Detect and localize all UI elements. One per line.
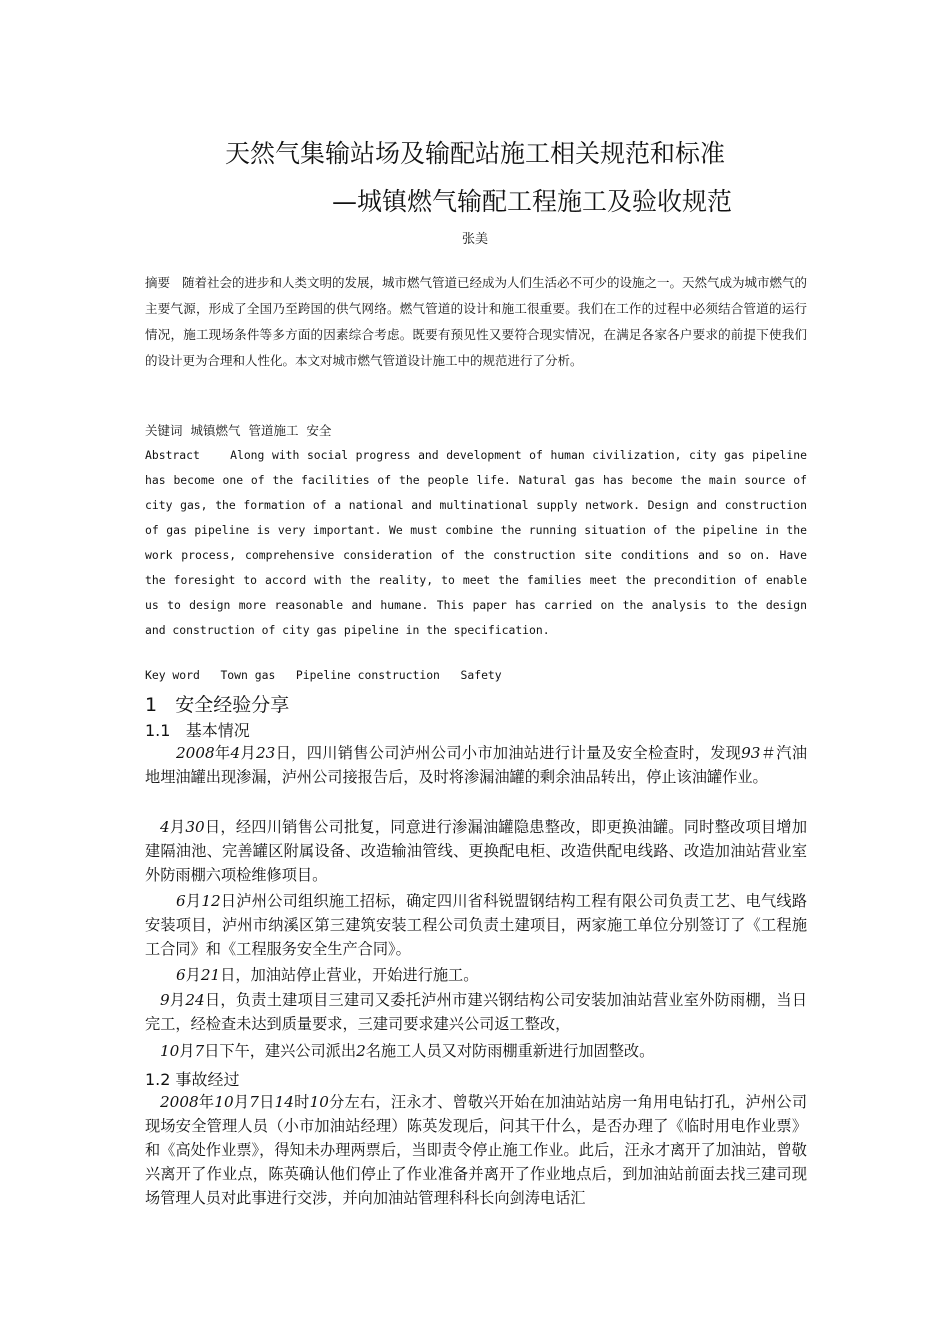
date-month: 4 [160,818,170,836]
subsection-title: 基本情况 [185,721,250,740]
abstract-en-text: Along with social progress and development of human civilization, city gas pipeline has become one of the facilities of the people life. Natural gas has become the main source of city gas, the formation of a national and multinational supply network. Design and construction of gas pipeline is very important. We must combine the running situation of the pipeline in the work process, comprehensive consideration of the construction site conditions and so on. Have the foresight to accord with the reality, to meet the families meet the precondition of enable us to design more reasonable and humane. This paper has carried on the analysis to the design and construction of city gas pipeline in the specification. [145,448,807,637]
text-run: 月 [233,1093,250,1111]
text-run: 日，加油站停止营业，开始进行施工。 [220,966,479,984]
text-run: 名施工人员又对防雨棚重新进行加固整改。 [365,1042,655,1060]
text-run: 月 [240,744,257,762]
date-month: 10 [160,1042,180,1060]
date-day: 7 [249,1093,259,1111]
date-day: 23 [256,744,276,762]
text-run: 月 [185,966,201,984]
keywords-chinese [145,421,331,439]
date-day: 12 [201,892,221,910]
abstract-chinese [145,270,807,374]
date-month: 6 [176,892,186,910]
section-title: 安全经验分享 [175,694,290,716]
abstract-text: 随着社会的进步和人类文明的发展，城市燃气管道已经成为人们生活必不可少的设施之一。天然气成为城市燃气的主要气源，形成了全国乃至跨国的供气网络。燃气管道的设计和施工很重要。我们在工作的过程中必须结合管道的运行情况，施工现场条件等多方面的因素综合考虑。既要有预见性又要符合现实情况，在满足各家各户要求的前提下使我们的设计更为合理和人性化。本文对城市燃气管道设计施工中的规范进行了分析。 [145,275,807,368]
keywords-label: 关键词 [145,423,183,438]
text-run: 月 [169,991,186,1009]
time-hour: 14 [274,1093,294,1111]
author-name: 张美 [461,232,488,247]
number: 2 [356,1042,366,1060]
text-run: 月 [179,1042,195,1060]
date-month: 4 [230,744,241,762]
abstract-en-label: Abstract [145,448,200,462]
section-heading [145,690,289,717]
subsection-title: 事故经过 [175,1070,240,1089]
paragraph [145,1039,807,1063]
text-run: 日，经四川销售公司批复，同意进行渗漏油罐隐患整改，即更换油罐。同时整改项目增加建隔油池、完善罐区附属设备、改造输油管线、更换配电柜、改造供配电线路、改造加油站营业室外防雨棚六项检维修项目。 [145,818,808,884]
keyword-en-item: Town gas [220,668,276,682]
subsection-number: 1.1 [145,721,171,740]
paragraph [145,963,807,987]
paragraph [145,988,807,1036]
text-run: 日 [258,1093,275,1111]
subsection-heading-accident [145,1067,240,1090]
document-subtitle: —城镇燃气输配工程施工及验收规范 [332,187,733,216]
date-day: 24 [185,991,205,1009]
abstract-english [145,443,807,643]
keywords-english [145,668,502,682]
keyword-item: 城镇燃气 [190,423,241,438]
document-title: 天然气集输站场及输配站施工相关规范和标准 [224,139,725,168]
keyword-item: 安全 [306,423,332,438]
text-run: 分左右，汪永才、曾敬兴开始在加油站站房一角用电钻打孔，泸州公司现场安全管理人员（小市加油站经理）陈英发现后，问其干什么，是否办理了《临时用电作业票》和《高处作业票》，得知未办理两票后，当即责令停止施工作业。此后，汪永才离开了加油站，曾敬兴离开了作业点，陈英确认他们停止了作业准备并离开了作业地点后，到加油站前面去找三建司现场管理人员对此事进行交涉，并向加油站管理科科长向剑涛电话汇 [145,1093,808,1207]
date-year: 2008 [160,1093,199,1111]
subsection-heading-basic [145,718,250,741]
paragraph-accident [145,1090,807,1210]
time-minute: 10 [309,1093,329,1111]
keywords-en-label: Key word [145,668,200,682]
text-run: 日，负责土建项目三建司又委托泸州市建兴钢结构公司安装加油站营业室外防雨棚，当日完工，经检查未达到质量要求，三建司要求建兴公司返工整改， [145,991,808,1033]
number: 93 [741,744,761,762]
date-year: 2008 [176,744,215,762]
text-run: 月 [185,892,202,910]
keyword-en-item: Pipeline construction [295,668,440,682]
text-run: 时 [293,1093,310,1111]
text-run: 年 [198,1093,215,1111]
subsection-number: 1.2 [145,1070,171,1089]
keyword-en-item: Safety [460,668,502,682]
text-run: 日下午，建兴公司派出 [204,1042,357,1060]
paragraph [145,889,807,961]
text-run: 月 [169,818,186,836]
date-day: 21 [200,966,221,984]
paragraph [145,815,807,887]
date-month: 6 [176,966,186,984]
date-month: 9 [160,991,170,1009]
text-run: 年 [214,744,231,762]
abstract-label: 摘要 [145,275,171,290]
text-run: 日泸州公司组织施工招标，确定四川省科锐盟钢结构工程有限公司负责工艺、电气线路安装项目，泸州市纳溪区第三建筑安装工程公司负责土建项目，两家施工单位分别签订了《工程施工合同》和《工程服务安全生产合同》。 [145,892,807,958]
paragraph [145,741,807,789]
section-number: 1 [145,694,158,716]
keyword-item: 管道施工 [248,423,299,438]
date-month: 10 [214,1093,234,1111]
date-day: 7 [194,1042,205,1060]
text-run: 日，四川销售公司泸州公司小市加油站进行计量及安全检查时，发现 [275,744,742,762]
text-run: ＃汽油地埋油罐出现渗漏，泸州公司接报告后，及时将渗漏油罐的剩余油品转出，停止该油罐作业。 [145,744,808,786]
date-day: 30 [185,818,205,836]
